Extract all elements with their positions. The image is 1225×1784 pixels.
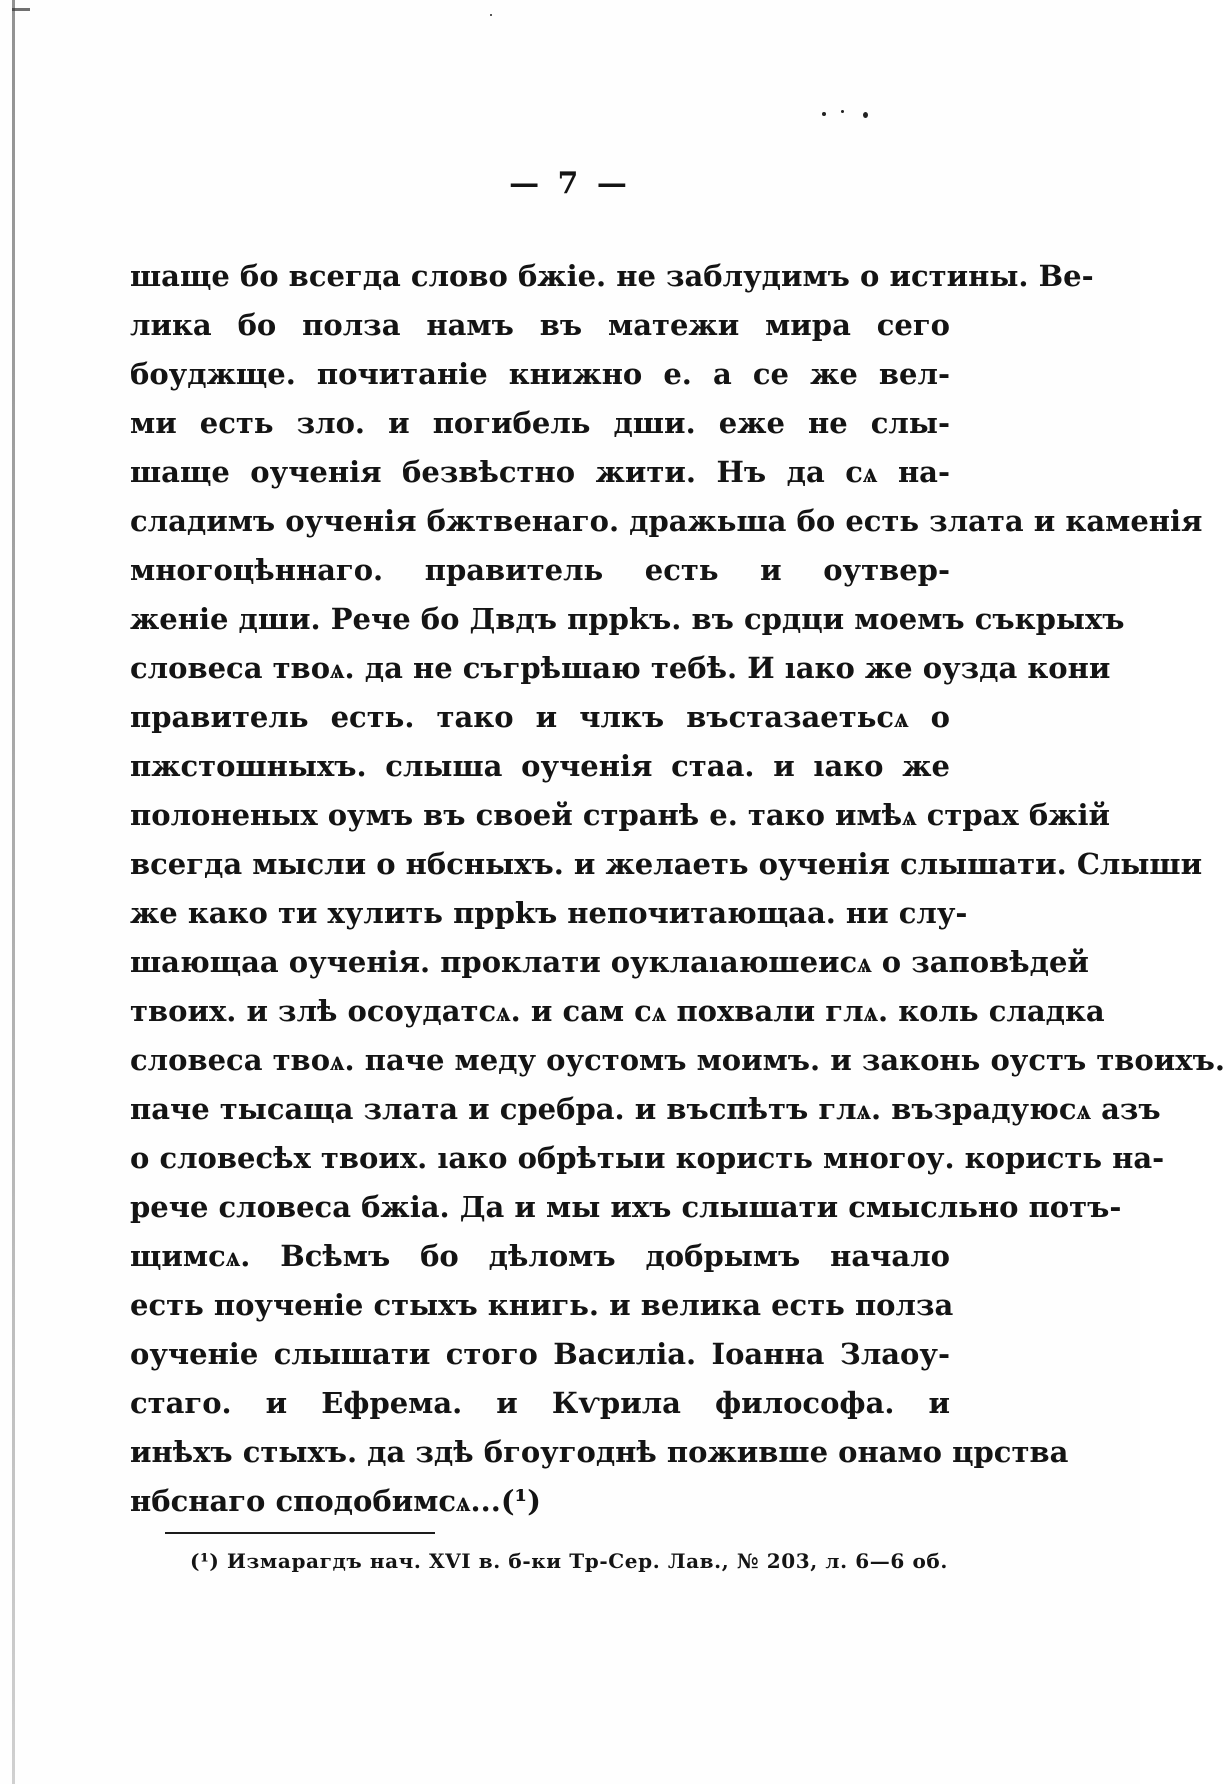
body-text: [130, 252, 1225, 1526]
scan-corner-mark: [12, 8, 30, 11]
text-line: щимсѧ. Всѣмъ бо дѣломъ добрымъ начало: [130, 1239, 950, 1273]
text-line: инѣхъ стыхъ. да здѣ бгоугоднѣ поживше онамо црства: [130, 1435, 1069, 1469]
text-line: есть поученіе стыхъ книгь. и велика есть полза: [130, 1288, 954, 1322]
text-line: сладимъ оученія бжтвенаго. дражьша бо есть злата и каменія: [130, 504, 1203, 538]
text-line: правитель есть. тако и члкъ въстазаетьсѧ о: [130, 700, 950, 734]
text-line: пжстошныхъ. слыша оученія стаа. и ıако же: [130, 749, 950, 783]
text-line: оученіе слышати стого Василіа. Іоанна Злаоу-: [130, 1337, 950, 1371]
text-line: же како ти хулить пррkъ непочитающаа. ни слу-: [130, 896, 968, 930]
footnote-divider: [165, 1532, 435, 1534]
text-line: женіе дши. Рече бо Двдъ пррkъ. въ срдци моемъ съкрыхъ: [130, 602, 1125, 636]
scan-speck: [822, 112, 826, 116]
text-line: шающаа оученія. проклати оуклаıаюшеисѧ о заповѣдей: [130, 945, 1089, 979]
text-line: боуджще. почитаніе книжно е. а се же вел-: [130, 357, 950, 391]
text-line: словеса твоѧ. паче меду оустомъ моимъ. и законь оустъ твоихъ.: [130, 1043, 1225, 1077]
text-line: всегда мысли о нбсныхъ. и желаеть оученія слышати. Слыши: [130, 847, 1203, 881]
text-line: полоненых оумъ въ своей странѣ е. тако имѣѧ страх бжій: [130, 798, 1110, 832]
text-line: многоцѣннаго. правитель есть и оутвер-: [130, 553, 950, 587]
text-line: стаго. и Ефрема. и Кѵрила философа. и: [130, 1386, 950, 1420]
text-line: рече словеса бжіа. Да и мы ихъ слышати смысльно потъ-: [130, 1190, 1122, 1224]
text-line: паче тысаща злата и сребра. и въспѣтъ глѧ. възрадуюсѧ азъ: [130, 1092, 1161, 1126]
page-number: — 7 —: [509, 166, 631, 201]
scan-edge-shadow: [12, 0, 15, 1784]
text-line: лика бо полза намъ въ матежи мира сего: [130, 308, 950, 342]
text-line: шаще оученія безвѣстно жити. Нъ да сѧ на-: [130, 455, 950, 489]
text-line: о словесѣх твоих. ıако обрѣтыи користь многоу. користь на-: [130, 1141, 1165, 1175]
text-line: нбснаго сподобимсѧ...(¹): [130, 1484, 541, 1518]
scan-speck: [490, 14, 492, 16]
footnote: (¹) Измарагдъ нач. XVI в. б-ки Тр-Сер. Лав., № 203, л. 6—6 об.: [190, 1549, 948, 1573]
text-line: шаще бо всегда слово бжіе. не заблудимъ о истины. Ве-: [130, 259, 1094, 293]
text-line: словеса твоѧ. да не съгрѣшаю тебѣ. И ıако же оузда кони: [130, 651, 1111, 685]
scan-speck: [841, 110, 844, 113]
text-line: ми есть зло. и погибель дши. еже не слы-: [130, 406, 950, 440]
text-line: твоих. и злѣ осоудатсѧ. и сам сѧ похвали глѧ. коль сладка: [130, 994, 1105, 1028]
scan-speck: [863, 112, 868, 118]
